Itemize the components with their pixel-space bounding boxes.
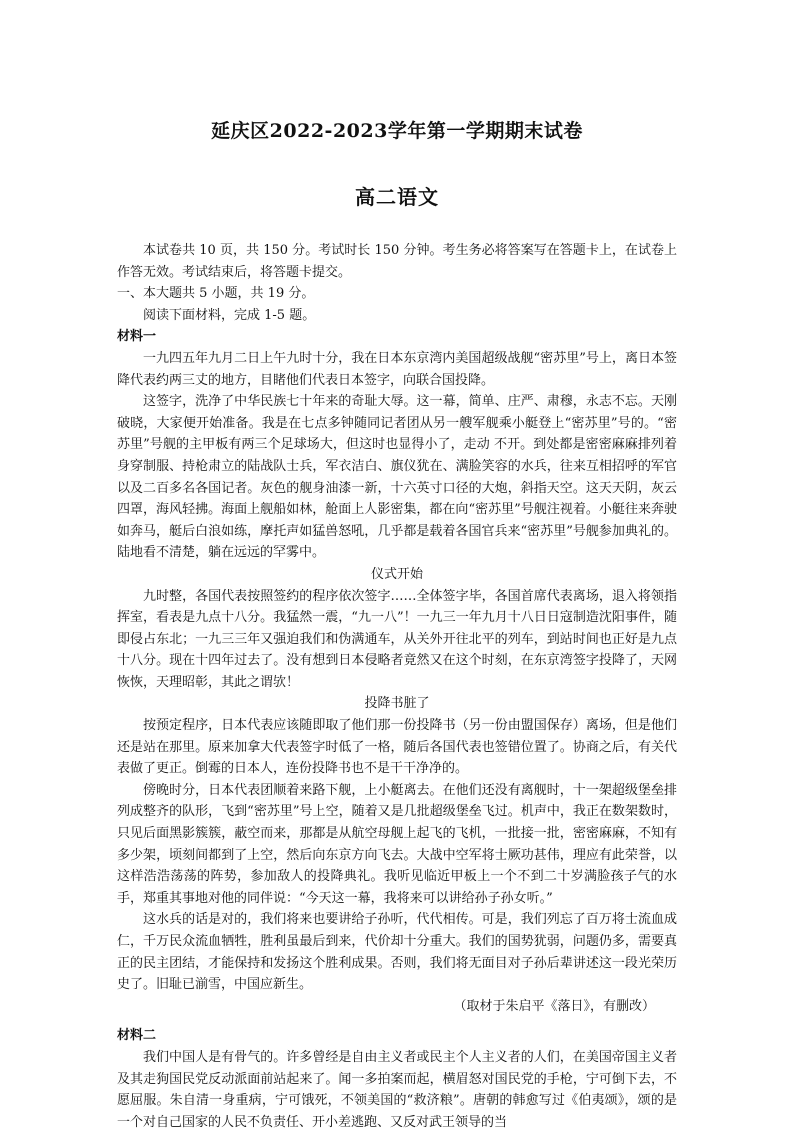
material1-subheading: 仪式开始: [370, 566, 423, 582]
material1-paragraph: 九时整，各国代表按照签约的程序依次签字……全体签字毕，各国首席代表离场，退入将领指挥室，看表是九点十八分。我猛然一震，“九一八”！一九三一年九月十八日日寇制造沈阳事件，随即侵占东北；一九三三年又强迫我们和伪满通车，从关外开往北平的列车，到站时间也正好是九点十八分。现在十四年过去了。没有想到日本侵略者竟然又在这个时刻，在东京湾签字投降了，天网恢恢，天理昭彰，其此之谓欤！: [117, 588, 677, 690]
material1-paragraph: 一九四五年九月二日上午九时十分，我在日本东京湾内美国超级战舰“密苏里”号上，离日本签降代表约两三丈的地方，目睹他们代表日本签字，向联合国投降。: [117, 350, 677, 388]
material1-paragraph: 这水兵的话是对的，我们将来也要讲给子孙听，代代相传。可是，我们列忘了百万将士流血成仁，千万民众流血牺牲，胜利虽最后到来，代价却十分重大。我们的国势犹弱，问题仍多，需要真正的民主团结，才能保持和发扬这个胜利成果。否则，我们将无面目对子孙后辈讲述这一段光荣历史了。旧耻已湔雪，中国应新生。: [117, 912, 677, 993]
material1-subheading: 投降书脏了: [364, 696, 430, 712]
exam-title: 延庆区2022-2023学年第一学期期末试卷: [211, 120, 583, 142]
material2-paragraph: 我们中国人是有骨气的。许多曾经是自由主义者或民主个人主义者的人们，在美国帝国主义者及其走狗国民党反动派面前站起来了。闻一多拍案而起，横眉怒对国民党的手枪，宁可倒下去，不愿屈服。朱自清一身重病，宁可饿死，不领美国的“救济粮”。唐朝的韩愈写过《伯夷颂》，颂的是一个对自己国家的人民不负责任、开小差逃跑、又反对武王领导的当: [117, 1049, 677, 1130]
instructions-text: 本试卷共 10 页，共 150 分。考试时长 150 分钟。考生务必将答案写在答题卡上，在试卷上作答无效。考试结束后，将答题卡提交。: [117, 243, 677, 280]
part1-heading: 一、本大题共 5 小题，共 19 分。: [117, 286, 315, 302]
exam-body: [117, 240, 677, 1133]
material1-paragraph: 傍晚时分，日本代表团顺着来路下舰，上小艇离去。在他们还没有离舰时，十一架超级堡垒排列成整齐的队形，飞到“密苏里”号上空，随着又是几批超级堡垒飞过。机声中，我正在数架数时，只见后面黑影簇簇，蔽空而来，那都是从航空母舰上起飞的飞机，一批接一批，密密麻麻，不知有多少架，顷刻间都到了上空，然后向东京方向飞去。大战中空军将士厥功甚伟，理应有此荣誉，以这样浩浩荡荡的阵势，参加敌人的投降典礼。我听见临近甲板上一个不到二十岁满脸孩子气的水手，郑重其事地对他的同伴说：“今天这一幕，我将来可以讲给孙子孙女听。”: [117, 782, 677, 906]
material1-source: （取材于朱启平《落日》，有删改）: [453, 998, 655, 1014]
section-gap: [117, 1017, 677, 1025]
material1-title: 材料一: [117, 329, 157, 345]
material1-paragraph: 按预定程序，日本代表应该随即取了他们那一份投降书（另一份由盟国保存）离场，但是他们还是站在那里。原来加拿大代表签字时低了一格，随后各国代表也签错位置了。协商之后，有关代表做了更正。倒霉的日本人，连份投降书也不是干干净净的。: [117, 718, 677, 777]
material1-paragraph: 这签字，洗净了中华民族七十年来的奇耻大辱。这一幕，简单、庄严、肃穆，永志不忘。天刚破晓，大家便开始准备。我是在七点多钟随同记者团从另一艘军舰乘小艇登上“密苏里”号的。“密苏里”号舰的主甲板有两三个足球场大，但这时也显得小了，走动 不开。到处都是密密麻麻排列着身穿制服、持枪肃立的陆战队士兵，军衣洁白、旗仪犹在、满脸笑容的水兵，往来互相招呼的军官以及二百多名各国记者。灰色的舰身油漆一新，十六英寸口径的大炮，斜指天空。这天天阴，灰云四罩，海风轻拂。海面上舰船如林，舱面上人影密集，都在向“密苏里”号舰注视着。小艇往来奔驶如奔马，艇后白浪如练，摩托声如猛兽怒吼，几乎都是载着各国官兵来“密苏里”号舰参加典礼的。陆地看不清楚，躺在远远的罕雾中。: [117, 394, 677, 561]
reading-prompt: 阅读下面材料，完成 1-5 题。: [143, 307, 316, 323]
material2-title: 材料二: [117, 1028, 157, 1044]
subject-title: 高二语文: [355, 185, 439, 209]
